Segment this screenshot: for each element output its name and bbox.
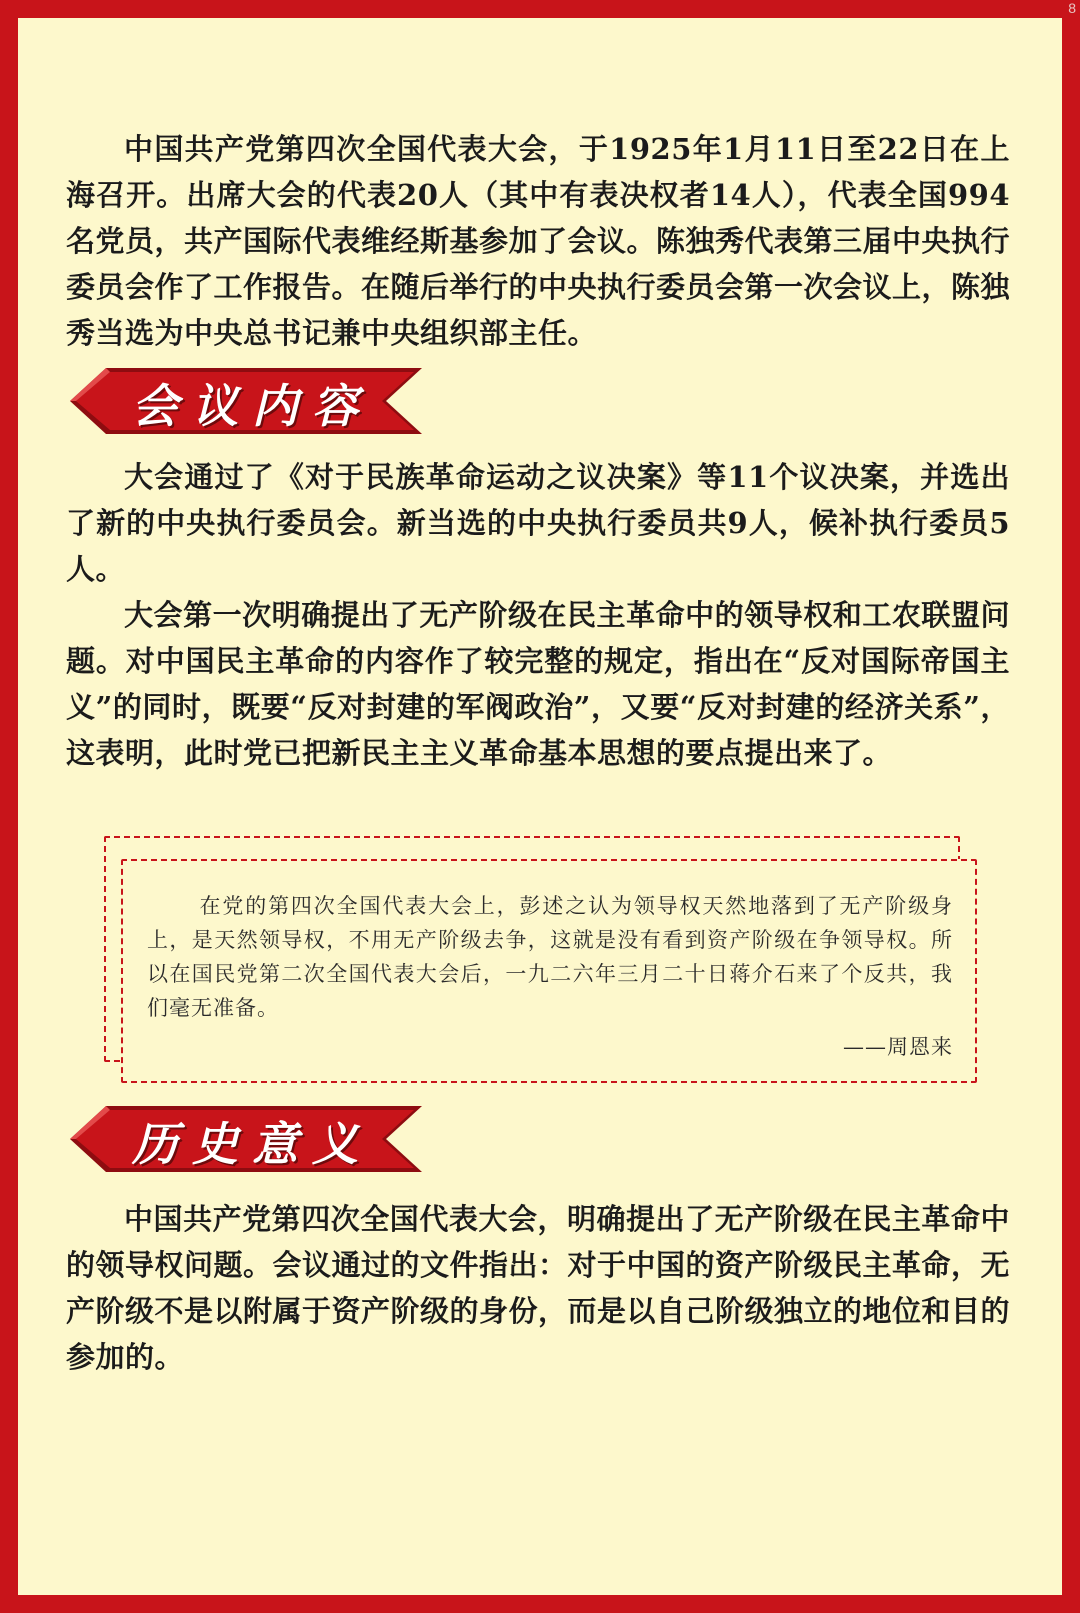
quote-author: ——周恩来: [843, 1035, 953, 1059]
quote-box: [121, 859, 977, 1083]
quote-text: 在党的第四次全国代表大会上，彭述之认为领导权天然地落到了无产阶级身上，是天然领导权，不用无产阶级去争，这就是没有看到资产阶级在争领导权。所以在国民党第二次全国代表大会后，一九二六年三月二十日蒋介石来了个反共，我们毫无准备。: [147, 894, 953, 1020]
section-title: 历史意义: [132, 1117, 372, 1171]
section-banner-historical-significance: [66, 1102, 426, 1176]
meeting-content-paragraph-2: 大会第一次明确提出了无产阶级在民主革命中的领导权和工农联盟问题。对中国民主革命的内容作了较完整的规定，指出在“反对国际帝国主义”的同时，既要“反对封建的军阀政治”，又要“反对封建的经济关系”，这表明，此时党已把新民主主义革命基本思想的要点提出来了。: [66, 598, 1010, 770]
historical-significance-paragraph: 中国共产党第四次全国代表大会，明确提出了无产阶级在民主革命中的领导权问题。会议通过的文件指出：对于中国的资产阶级民主革命，无产阶级不是以附属于资产阶级的身份，而是以自己阶级独立的地位和目的参加的。: [66, 1202, 1011, 1374]
section-banner-meeting-content: [66, 364, 426, 438]
meeting-content-paragraph-1: 大会通过了《对于民族革命运动之议决案》等11个议决案，并选出了新的中央执行委员会。新当选的中央执行委员共9人，候补执行委员5人。: [66, 460, 1010, 586]
content-panel: [18, 18, 1062, 1595]
section-title: 会议内容: [132, 379, 372, 433]
page-number: 8: [1068, 0, 1076, 16]
intro-paragraph: 中国共产党第四次全国代表大会，于1925年1月11日至22日在上海召开。出席大会的代表20人（其中有表决权者14人），代表全国994名党员，共产国际代表维经斯基参加了会议。陈独秀代表第三届中央执行委员会作了工作报告。在随后举行的中央执行委员会第一次会议上，陈独秀当选为中央总书记兼中央组织部主任。: [66, 132, 1011, 350]
